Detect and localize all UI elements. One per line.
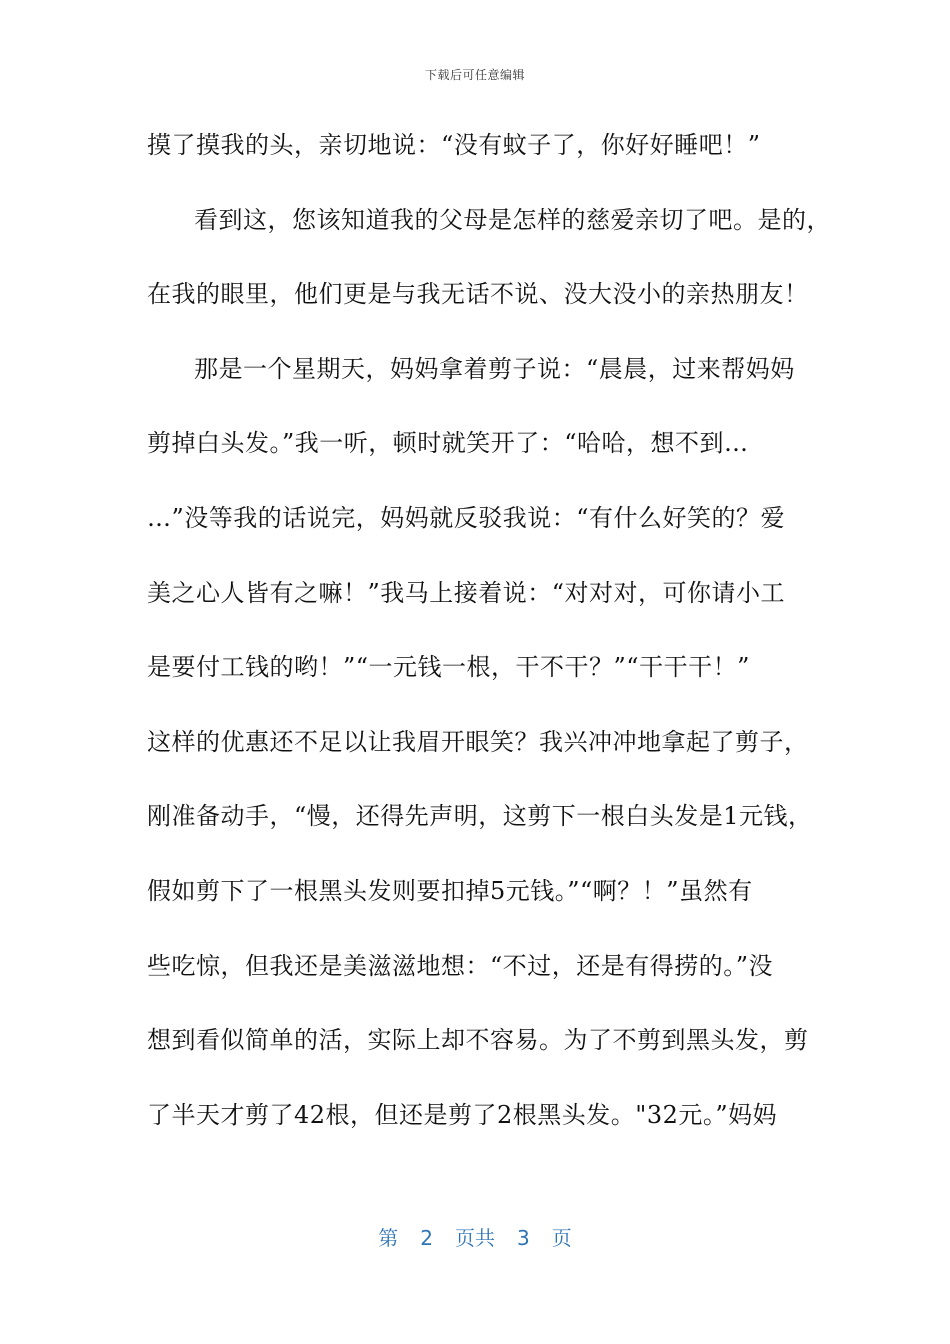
page-footer [0,1222,950,1251]
text-line: 剪掉白头发。”我一听，顿时就笑开了：“哈哈，想不到… [147,429,749,458]
text-line: 看到这，您该知道我的父母是怎样的慈爱亲切了吧。是的， [194,205,831,234]
page-header: 下载后可任意编辑 [424,68,525,82]
article-body [147,118,831,1162]
text-line: …”没等我的话说完，妈妈就反驳我说：“有什么好笑的？爱 [147,503,786,532]
text-line: 刚准备动手，“慢，还得先声明，这剪下一根白头发是1元钱， [147,802,813,831]
total-pages: 3 [517,1226,530,1250]
text-line: 摸了摸我的头，亲切地说：“没有蚊子了，你好好睡吧！” [147,131,761,159]
footer-suffix: 页 [551,1226,572,1250]
text-line: 想到看似简单的活，实际上却不容易。为了不剪到黑头发，剪 [147,1026,809,1055]
text-line: 些吃惊，但我还是美滋滋地想：“不过，还是有得捞的。”没 [147,951,774,980]
footer-prefix: 第 [378,1226,399,1250]
text-line: 假如剪下了一根黑头发则要扣掉5元钱。”“啊？！”虽然有 [147,876,753,905]
text-line: 那是一个星期天，妈妈拿着剪子说：“晨晨，过来帮妈妈 [194,354,795,383]
text-line: 美之心人皆有之嘛！”我马上接着说：“对对对，可你请小工 [147,578,786,607]
text-line: 了半天才剪了42根，但还是剪了2根黑头发。"32元。”妈妈 [147,1100,778,1129]
text-line: 在我的眼里，他们更是与我无话不说、没大没小的亲热朋友！ [147,280,809,309]
page-number: 2 [420,1226,433,1250]
footer-middle: 页共 [455,1226,495,1250]
text-line: 这样的优惠还不足以让我眉开眼笑？我兴冲冲地拿起了剪子， [147,727,809,756]
text-line: 是要付工钱的哟！”“一元钱一根，干不干？”“干干干！” [147,653,750,682]
